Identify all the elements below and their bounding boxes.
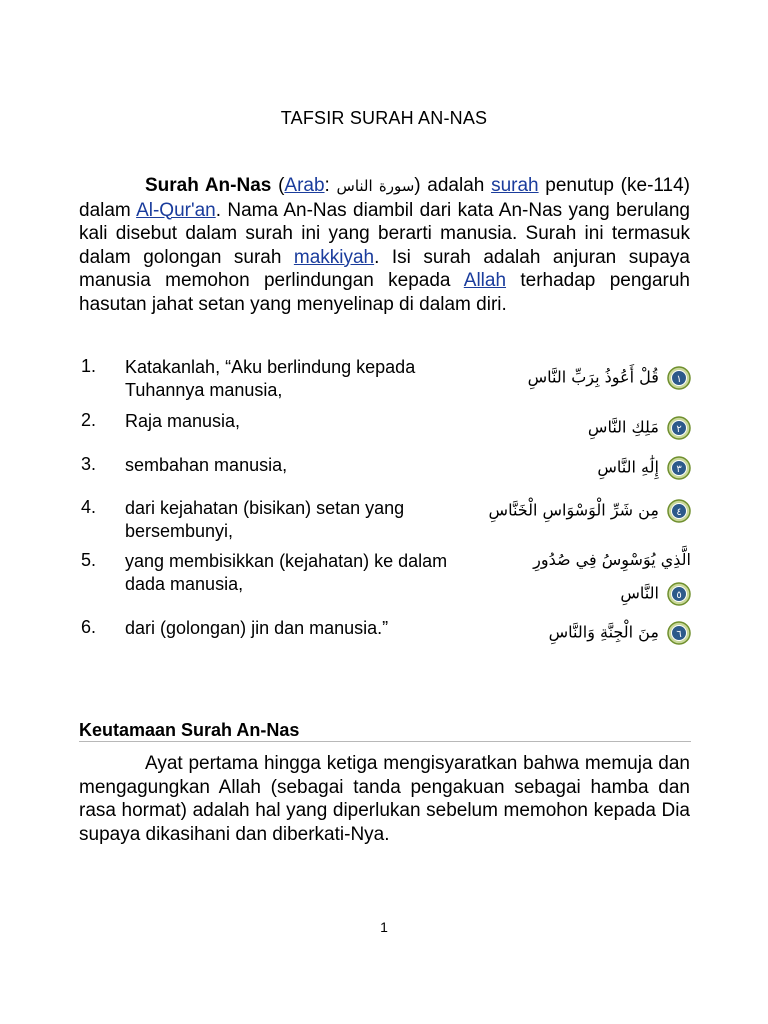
verse-translation: Raja manusia, bbox=[125, 411, 241, 431]
ayah-number: ٥ bbox=[676, 590, 682, 601]
ayah-number: ١ bbox=[676, 374, 682, 385]
arabic-text: قُلْ أَعُوذُ بِرَبِّ النَّاسِ bbox=[527, 367, 659, 387]
verse-translation: dari (golongan) jin dan manusia.” bbox=[125, 618, 389, 638]
verse-number: 1. bbox=[81, 356, 97, 376]
verse-translation: sembahan manusia, bbox=[125, 455, 288, 475]
verse-number: 2. bbox=[81, 410, 97, 430]
ayah-number-icon bbox=[667, 582, 691, 606]
verse-arabic-continued bbox=[620, 582, 691, 606]
ayah-number-icon bbox=[667, 416, 691, 440]
verse-arabic bbox=[528, 366, 691, 390]
quran-link[interactable]: Al-Qur'an bbox=[136, 199, 216, 221]
document-title: TAFSIR SURAH AN-NAS bbox=[280, 108, 488, 128]
verse-translation: yang membisikkan (kejahatan) ke dalam dada manusia, bbox=[125, 551, 448, 594]
verse-number: 4. bbox=[81, 497, 97, 517]
verse-arabic bbox=[533, 550, 691, 569]
verse-number: 3. bbox=[81, 454, 97, 474]
intro-paragraph bbox=[79, 174, 690, 316]
verse-number: 5. bbox=[81, 550, 97, 570]
arabic-text: مَلِكِ النَّاسِ bbox=[587, 417, 659, 437]
intro-text-2: penutup (ke-114) dalam bbox=[79, 175, 691, 221]
arabic-text: الَّذِي يُوَسْوِسُ فِي صُدُورِ bbox=[533, 550, 691, 569]
makkiyah-link[interactable]: makkiyah bbox=[293, 246, 375, 268]
ayah-number-icon bbox=[667, 366, 691, 390]
ayah-number: ٤ bbox=[676, 507, 682, 518]
ayah-number-icon bbox=[667, 456, 691, 480]
verse-number: 6. bbox=[81, 617, 97, 637]
surah-name: Surah An-Nas bbox=[145, 175, 272, 196]
intro-text-5: terhadap pengaruh hasutan jahat setan yang menyelinap di dalam diri. bbox=[79, 270, 690, 315]
arabic-text: مِن شَرِّ الْوَسْوَاسِ الْخَنَّاسِ bbox=[488, 500, 659, 520]
ayah-number: ٣ bbox=[676, 464, 682, 475]
section-paragraph-text: Ayat pertama hingga ketiga mengisyaratkan bahwa memuja dan mengagungkan Allah (sebagai tanda pengakuan sebagai hamba dan rasa hormat) adalah hal yang diperlukan sebelum memohon kepada Dia supaya dikasihani dan diberkati-Nya. bbox=[79, 753, 690, 845]
verse-translation: Katakanlah, “Aku berlindung kepada Tuhannya manusia, bbox=[125, 357, 416, 400]
intro-text-1: adalah bbox=[427, 175, 485, 196]
verse-arabic bbox=[588, 416, 691, 440]
verse-translation: dari kejahatan (bisikan) setan yang bersembunyi, bbox=[125, 498, 405, 541]
intro-text-3: . Nama An-Nas diambil dari kata An-Nas yang berulang kali disebut dalam surah ini yang berarti manusia. Surah ini termasuk dalam golongan surah bbox=[79, 199, 691, 268]
verse-arabic bbox=[489, 499, 691, 523]
ayah-number-icon bbox=[667, 621, 691, 645]
paren-close: ) bbox=[414, 175, 421, 196]
section-paragraph bbox=[79, 752, 690, 846]
verse-arabic bbox=[597, 456, 691, 480]
allah-link[interactable]: Allah bbox=[463, 270, 507, 291]
ayah-number: ٦ bbox=[676, 629, 682, 640]
intro-text-4: . Isi surah adalah anjuran supaya manusia memohon perlindungan kepada bbox=[79, 246, 690, 291]
colon: : bbox=[324, 175, 330, 196]
surah-link[interactable]: surah bbox=[491, 175, 539, 196]
section-heading: Keutamaan Surah An-Nas bbox=[79, 720, 300, 740]
arabic-text: النَّاسِ bbox=[620, 583, 659, 603]
ayah-number: ٢ bbox=[676, 424, 682, 435]
page-number: 1 bbox=[380, 919, 388, 935]
arabic-text: إِلَٰهِ النَّاسِ bbox=[597, 457, 659, 477]
arabic-surah-name: سورة الناس bbox=[336, 177, 415, 195]
arabic-text: مِنَ الْجِنَّةِ وَالنَّاسِ bbox=[548, 622, 659, 642]
paren-open: ( bbox=[278, 175, 285, 196]
ayah-number-icon bbox=[667, 499, 691, 523]
verse-arabic bbox=[549, 621, 691, 645]
arab-link[interactable]: Arab bbox=[284, 175, 325, 196]
section-divider bbox=[79, 741, 691, 742]
